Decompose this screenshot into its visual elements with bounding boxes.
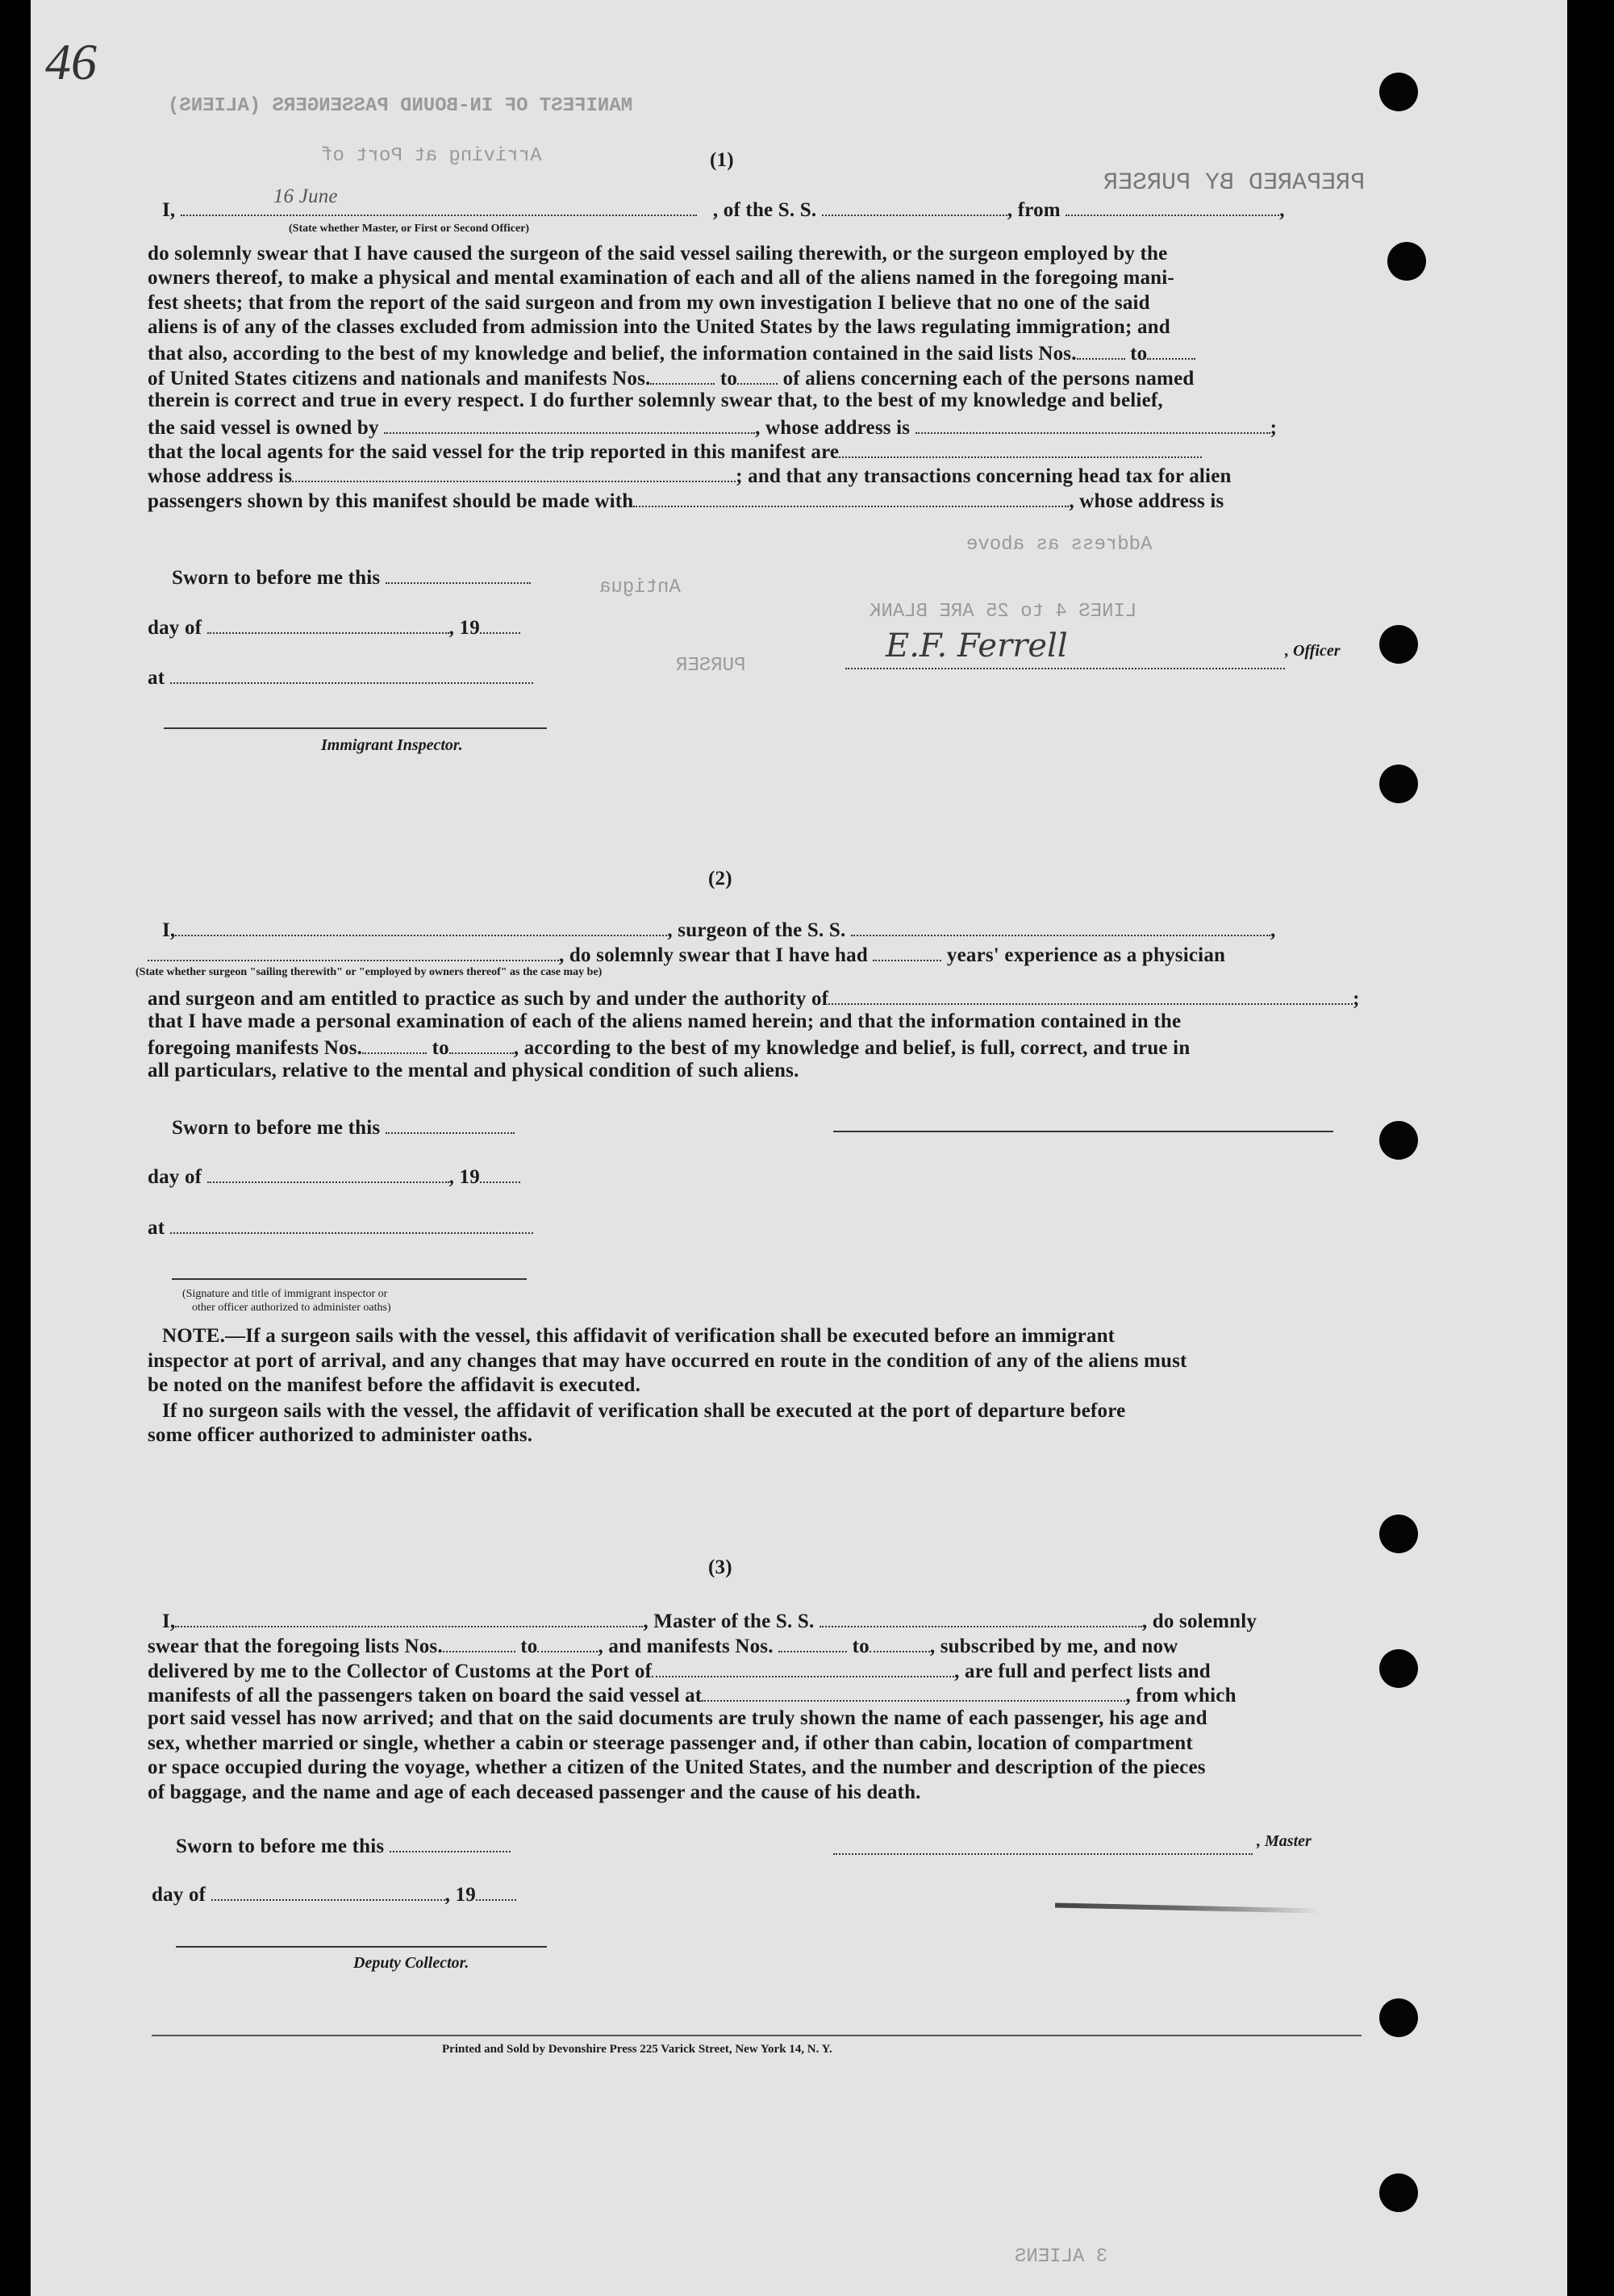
section-2-line: foregoing manifests Nos. to , according to the best of my knowledge and belief, is full, correct, and true in xyxy=(148,1035,1190,1060)
at-label: at xyxy=(148,1215,533,1240)
section-1-line: of United States citizens and nationals and manifests Nos. to of aliens concerning each of the persons named xyxy=(148,365,1194,390)
note-line: be noted on the manifest before the affidavit is executed. xyxy=(148,1374,641,1396)
sworn-label: Sworn to before me this xyxy=(176,1833,511,1858)
punch-hole xyxy=(1379,1515,1418,1553)
section-1-line: do solemnly swear that I have caused the surgeon of the said vessel sailing therewith, or the surgeon employed by the xyxy=(148,243,1168,265)
footer-rule xyxy=(152,2035,1362,2036)
section-1-line: that the local agents for the said vessel for the trip reported in this manifest are xyxy=(148,439,1202,464)
section-2-line: , do solemnly swear that I have had years' experience as a physician xyxy=(148,942,1225,967)
collector-label: Deputy Collector. xyxy=(353,1954,469,1972)
signature-caption: (Signature and title of immigrant inspector or xyxy=(182,1288,388,1300)
section-1-caption: (State whether Master, or First or Second Officer) xyxy=(289,223,530,235)
section-1-line: I, 16 June , of the S. S. , from , xyxy=(162,185,1285,221)
day-of-label: day of , 19 xyxy=(148,615,520,640)
section-3-line: manifests of all the passengers taken on board the said vessel at , from which xyxy=(148,1682,1237,1707)
section-1-number: (1) xyxy=(710,149,734,171)
scan-streak xyxy=(1055,1903,1321,1914)
day-of-label: day of , 19 xyxy=(148,1164,520,1189)
section-2-line: I, , surgeon of the S. S. , xyxy=(162,917,1275,942)
section-1-line: passengers shown by this manifest should be made with , whose address is xyxy=(148,488,1224,513)
bleed-through-text: MANIFEST OF IN-BOUND PASSENGERS (ALIENS) xyxy=(168,95,633,117)
manifest-page xyxy=(31,0,1567,2296)
section-3-number: (3) xyxy=(708,1556,732,1578)
section-3-line: of baggage, and the name and age of each deceased passenger and the cause of his death. xyxy=(148,1781,921,1803)
handwritten-page-mark: 46 xyxy=(45,33,97,90)
punch-hole xyxy=(1387,242,1426,281)
punch-hole xyxy=(1379,1649,1418,1688)
officer-label: , Officer xyxy=(1285,642,1341,660)
surgeon-signature-line xyxy=(833,1131,1333,1132)
note-line: NOTE.—If a surgeon sails with the vessel, this affidavit of verification shall be executed before an immigrant xyxy=(162,1325,1116,1347)
at-label: at xyxy=(148,665,533,690)
bleed-through-text: Address as above xyxy=(966,534,1153,556)
section-1-line: owners thereof, to make a physical and mental examination of each and all of the aliens named in the foregoing mani- xyxy=(148,267,1174,289)
section-3-line: sex, whether married or single, whether a cabin or steerage passenger and, if other than cabin, location of compartment xyxy=(148,1732,1193,1754)
note-line: inspector at port of arrival, and any changes that may have occurred en route in the condition of any of the aliens must xyxy=(148,1350,1187,1372)
bleed-through-text: Arriving at Port of xyxy=(321,145,542,167)
section-1-line: therein is correct and true in every respect. I do further solemnly swear that, to the best of my knowledge and belief, xyxy=(148,390,1163,411)
section-3-line: or space occupied during the voyage, whether a citizen of the United States, and the number and description of the pieces xyxy=(148,1756,1206,1778)
handwritten-date: 16 June xyxy=(273,185,338,207)
punch-hole xyxy=(1379,1998,1418,2037)
section-1-line: whose address is ; and that any transactions concerning head tax for alien xyxy=(148,463,1232,488)
bleed-through-text: Antigua xyxy=(599,577,681,598)
section-3-line: I, , Master of the S. S. , do solemnly xyxy=(162,1608,1257,1633)
printer-footer: Printed and Sold by Devonshire Press 225 Varick Street, New York 14, N. Y. xyxy=(442,2043,832,2056)
punch-hole xyxy=(1379,73,1418,111)
bleed-through-text: LINES 4 to 25 ARE BLANK xyxy=(870,601,1137,623)
section-1-line: aliens is of any of the classes excluded from admission into the United States by the laws regulating immigration; and xyxy=(148,316,1170,338)
section-3-line: port said vessel has now arrived; and that on the said documents are truly shown the name of each passenger, his age and xyxy=(148,1707,1207,1729)
section-2-line: that I have made a personal examination of each of the aliens named herein; and that the information contained in the xyxy=(148,1010,1182,1032)
punch-hole xyxy=(1379,1121,1418,1160)
section-3-line: swear that the foregoing lists Nos. to , and manifests Nos. to , subscribed by me, and now xyxy=(148,1633,1178,1658)
inspector-label: Immigrant Inspector. xyxy=(321,736,463,754)
punch-hole xyxy=(1379,2173,1418,2212)
sworn-label: Sworn to before me this xyxy=(172,565,531,590)
section-2-number: (2) xyxy=(708,868,732,890)
officer-signature: E.F. Ferrell xyxy=(886,627,1068,665)
section-3-line: delivered by me to the Collector of Customs at the Port of , are full and perfect lists and xyxy=(148,1658,1211,1683)
note-line: If no surgeon sails with the vessel, the affidavit of verification shall be executed at the port of departure before xyxy=(162,1400,1126,1422)
section-2-line: and surgeon and am entitled to practice as such by and under the authority of ; xyxy=(148,985,1360,1010)
bleed-through-text: PURSER xyxy=(676,655,746,677)
master-label: , Master xyxy=(1257,1832,1312,1850)
note-line: some officer authorized to administer oaths. xyxy=(148,1424,533,1446)
punch-hole xyxy=(1379,765,1418,803)
signature-caption: other officer authorized to administer oaths) xyxy=(192,1302,391,1314)
section-1-line: the said vessel is owned by , whose address is ; xyxy=(148,415,1277,440)
officer-signature-line xyxy=(845,668,1285,669)
inspector-signature-line xyxy=(172,1278,527,1280)
day-of-label: day of , 19 xyxy=(152,1881,516,1906)
inspector-signature-line xyxy=(164,727,547,729)
section-1-line: fest sheets; that from the report of the said surgeon and from my own investigation I believe that no one of the said xyxy=(148,292,1150,314)
section-2-line: all particulars, relative to the mental and physical condition of such aliens. xyxy=(148,1060,799,1081)
bleed-through-text: PREPARED BY PURSER xyxy=(1103,169,1366,197)
sworn-label: Sworn to before me this xyxy=(172,1115,515,1140)
punch-hole xyxy=(1379,625,1418,664)
master-signature-line xyxy=(833,1853,1253,1855)
section-2-caption: (State whether surgeon "sailing therewith" or "employed by owners thereof" as the case may be) xyxy=(136,966,603,978)
collector-signature-line xyxy=(176,1946,547,1948)
section-1-line: that also, according to the best of my knowledge and belief, the information contained in the said lists Nos. to xyxy=(148,340,1195,365)
bleed-through-text: 3 ALIENS xyxy=(1015,2246,1108,2268)
